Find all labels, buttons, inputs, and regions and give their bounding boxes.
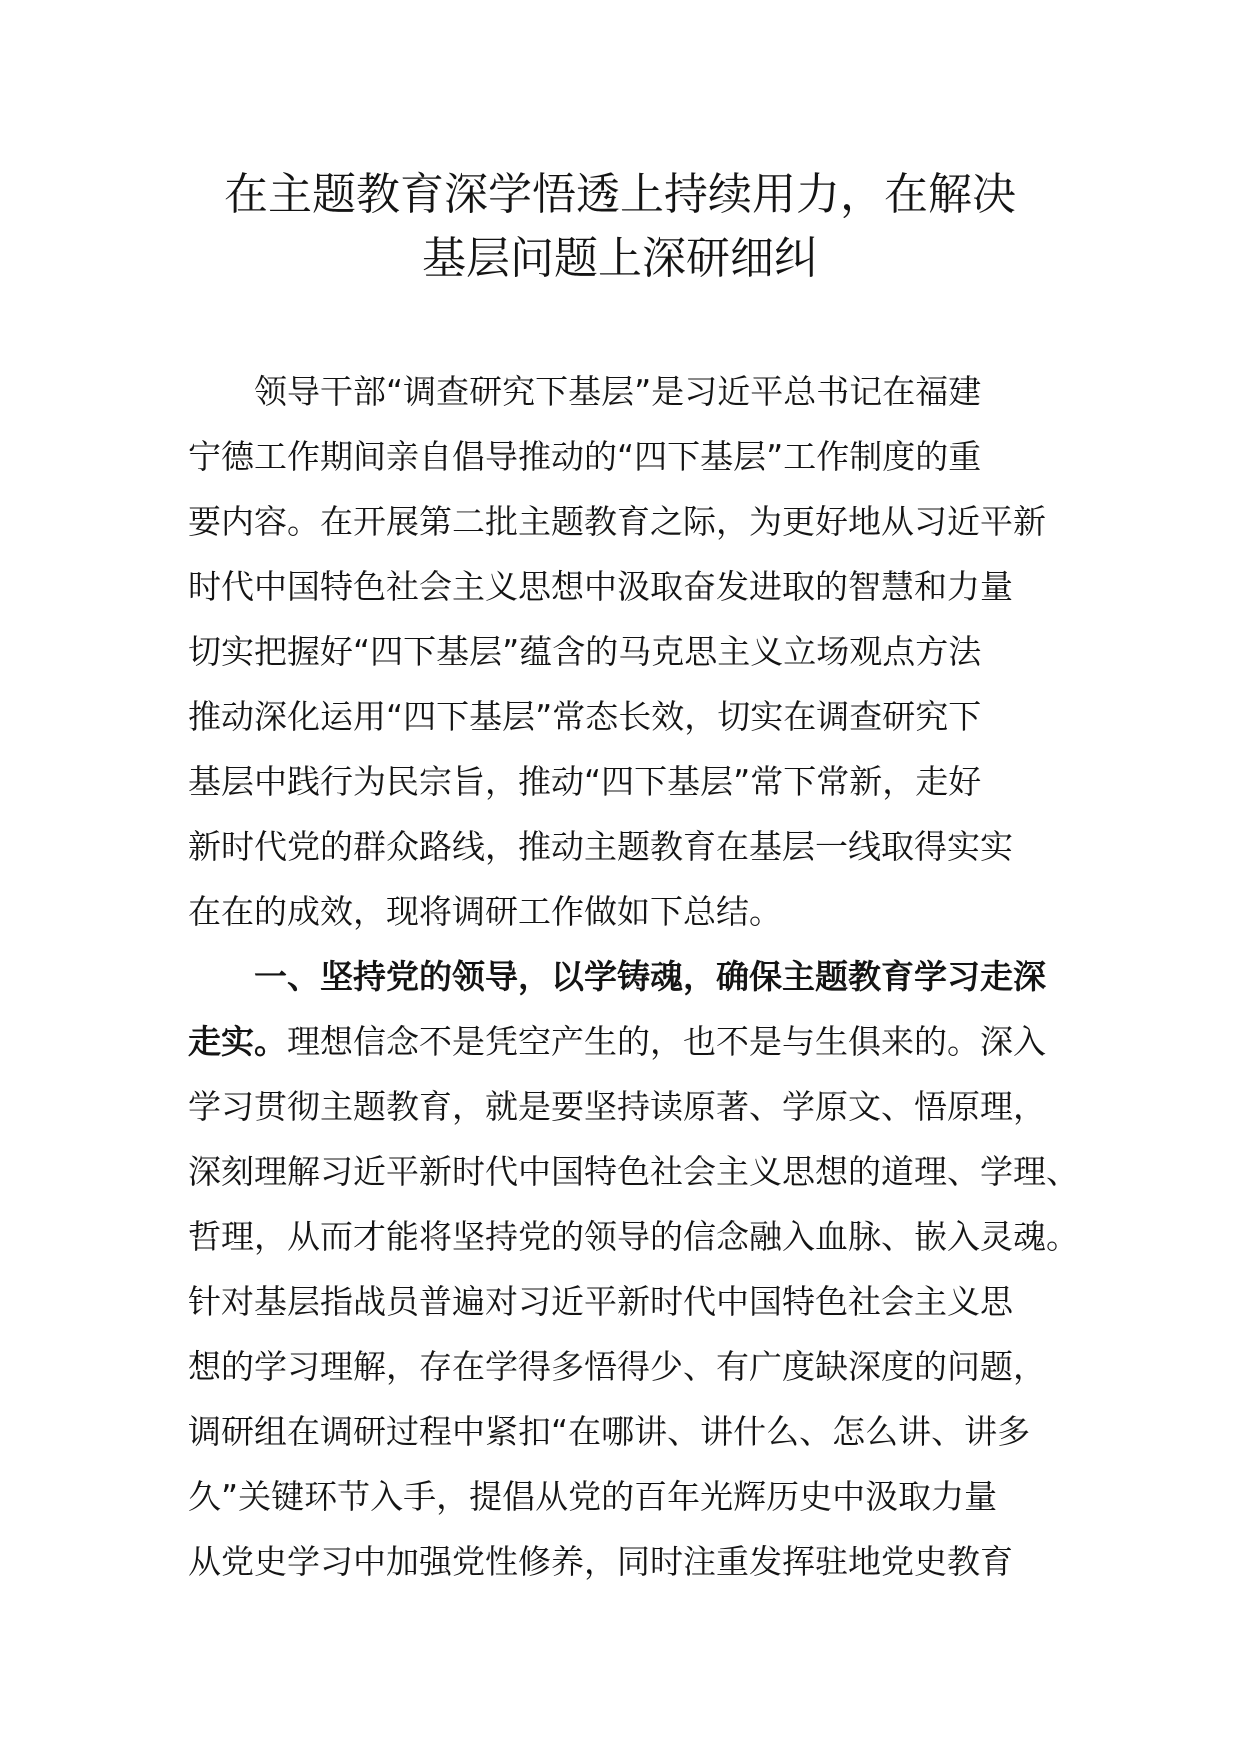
paragraph-2-line: 针对基层指战员普遍对习近平新时代中国特色社会主义思: [188, 1282, 1013, 1321]
paragraph-2-line: 从党史学习中加强党性修养，同时注重发挥驻地党史教育: [188, 1542, 1013, 1581]
title-line-1: 在主题教育深学悟透上持续用力，在解决: [224, 169, 1016, 220]
section-1-heading-continuation: [188, 1009, 1068, 1074]
document-body: [188, 359, 1079, 1594]
paragraph-2-line: 调研组在调研过程中紧扣“在哪讲、讲什么、怎么讲、讲多: [188, 1412, 1031, 1451]
paragraph-1-line: 要内容。在开展第二批主题教育之际，为更好地从习近平新: [188, 502, 1046, 541]
section-1-heading: 一、坚持党的领导，以学铸魂，确保主题教育学习走深: [254, 957, 1046, 996]
paragraph-1-line: 推动深化运用“四下基层”常态长效，切实在调查研究下: [188, 697, 982, 736]
paragraph-2-line: 理想信念不是凭空产生的，也不是与生俱来的。深入: [287, 1022, 1046, 1061]
paragraph-1-line: 切实把握好“四下基层”蕴含的马克思主义立场观点方法: [188, 632, 982, 671]
paragraph-1-line: 领导干部“调查研究下基层”是习近平总书记在福建: [254, 372, 982, 411]
paragraph-2-line: 想的学习理解，存在学得多悟得少、有广度缺深度的问题，: [188, 1347, 1046, 1386]
paragraph-2-line: 哲理，从而才能将坚持党的领导的信念融入血脉、嵌入灵魂。: [188, 1217, 1079, 1256]
paragraph-1-line: 时代中国特色社会主义思想中汲取奋发进取的智慧和力量: [188, 567, 1013, 606]
paragraph-2-line: 深刻理解习近平新时代中国特色社会主义思想的道理、学理、: [188, 1152, 1079, 1191]
paragraph-2-line: 久”关键环节入手，提倡从党的百年光辉历史中汲取力量: [188, 1477, 998, 1516]
paragraph-1-line: 基层中践行为民宗旨，推动“四下基层”常下常新，走好: [188, 762, 982, 801]
paragraph-1-line: 在在的成效，现将调研工作做如下总结。: [188, 892, 782, 931]
paragraph-1-line: 宁德工作期间亲自倡导推动的“四下基层”工作制度的重: [188, 437, 982, 476]
paragraph-1-line: 新时代党的群众路线，推动主题教育在基层一线取得实实: [188, 827, 1013, 866]
document-title: [150, 163, 1090, 291]
paragraph-2-line: 学习贯彻主题教育，就是要坚持读原著、学原文、悟原理，: [188, 1087, 1046, 1126]
section-1-heading-end: 走实。: [188, 1022, 287, 1061]
title-line-2: 基层问题上深研细纠: [422, 233, 818, 284]
